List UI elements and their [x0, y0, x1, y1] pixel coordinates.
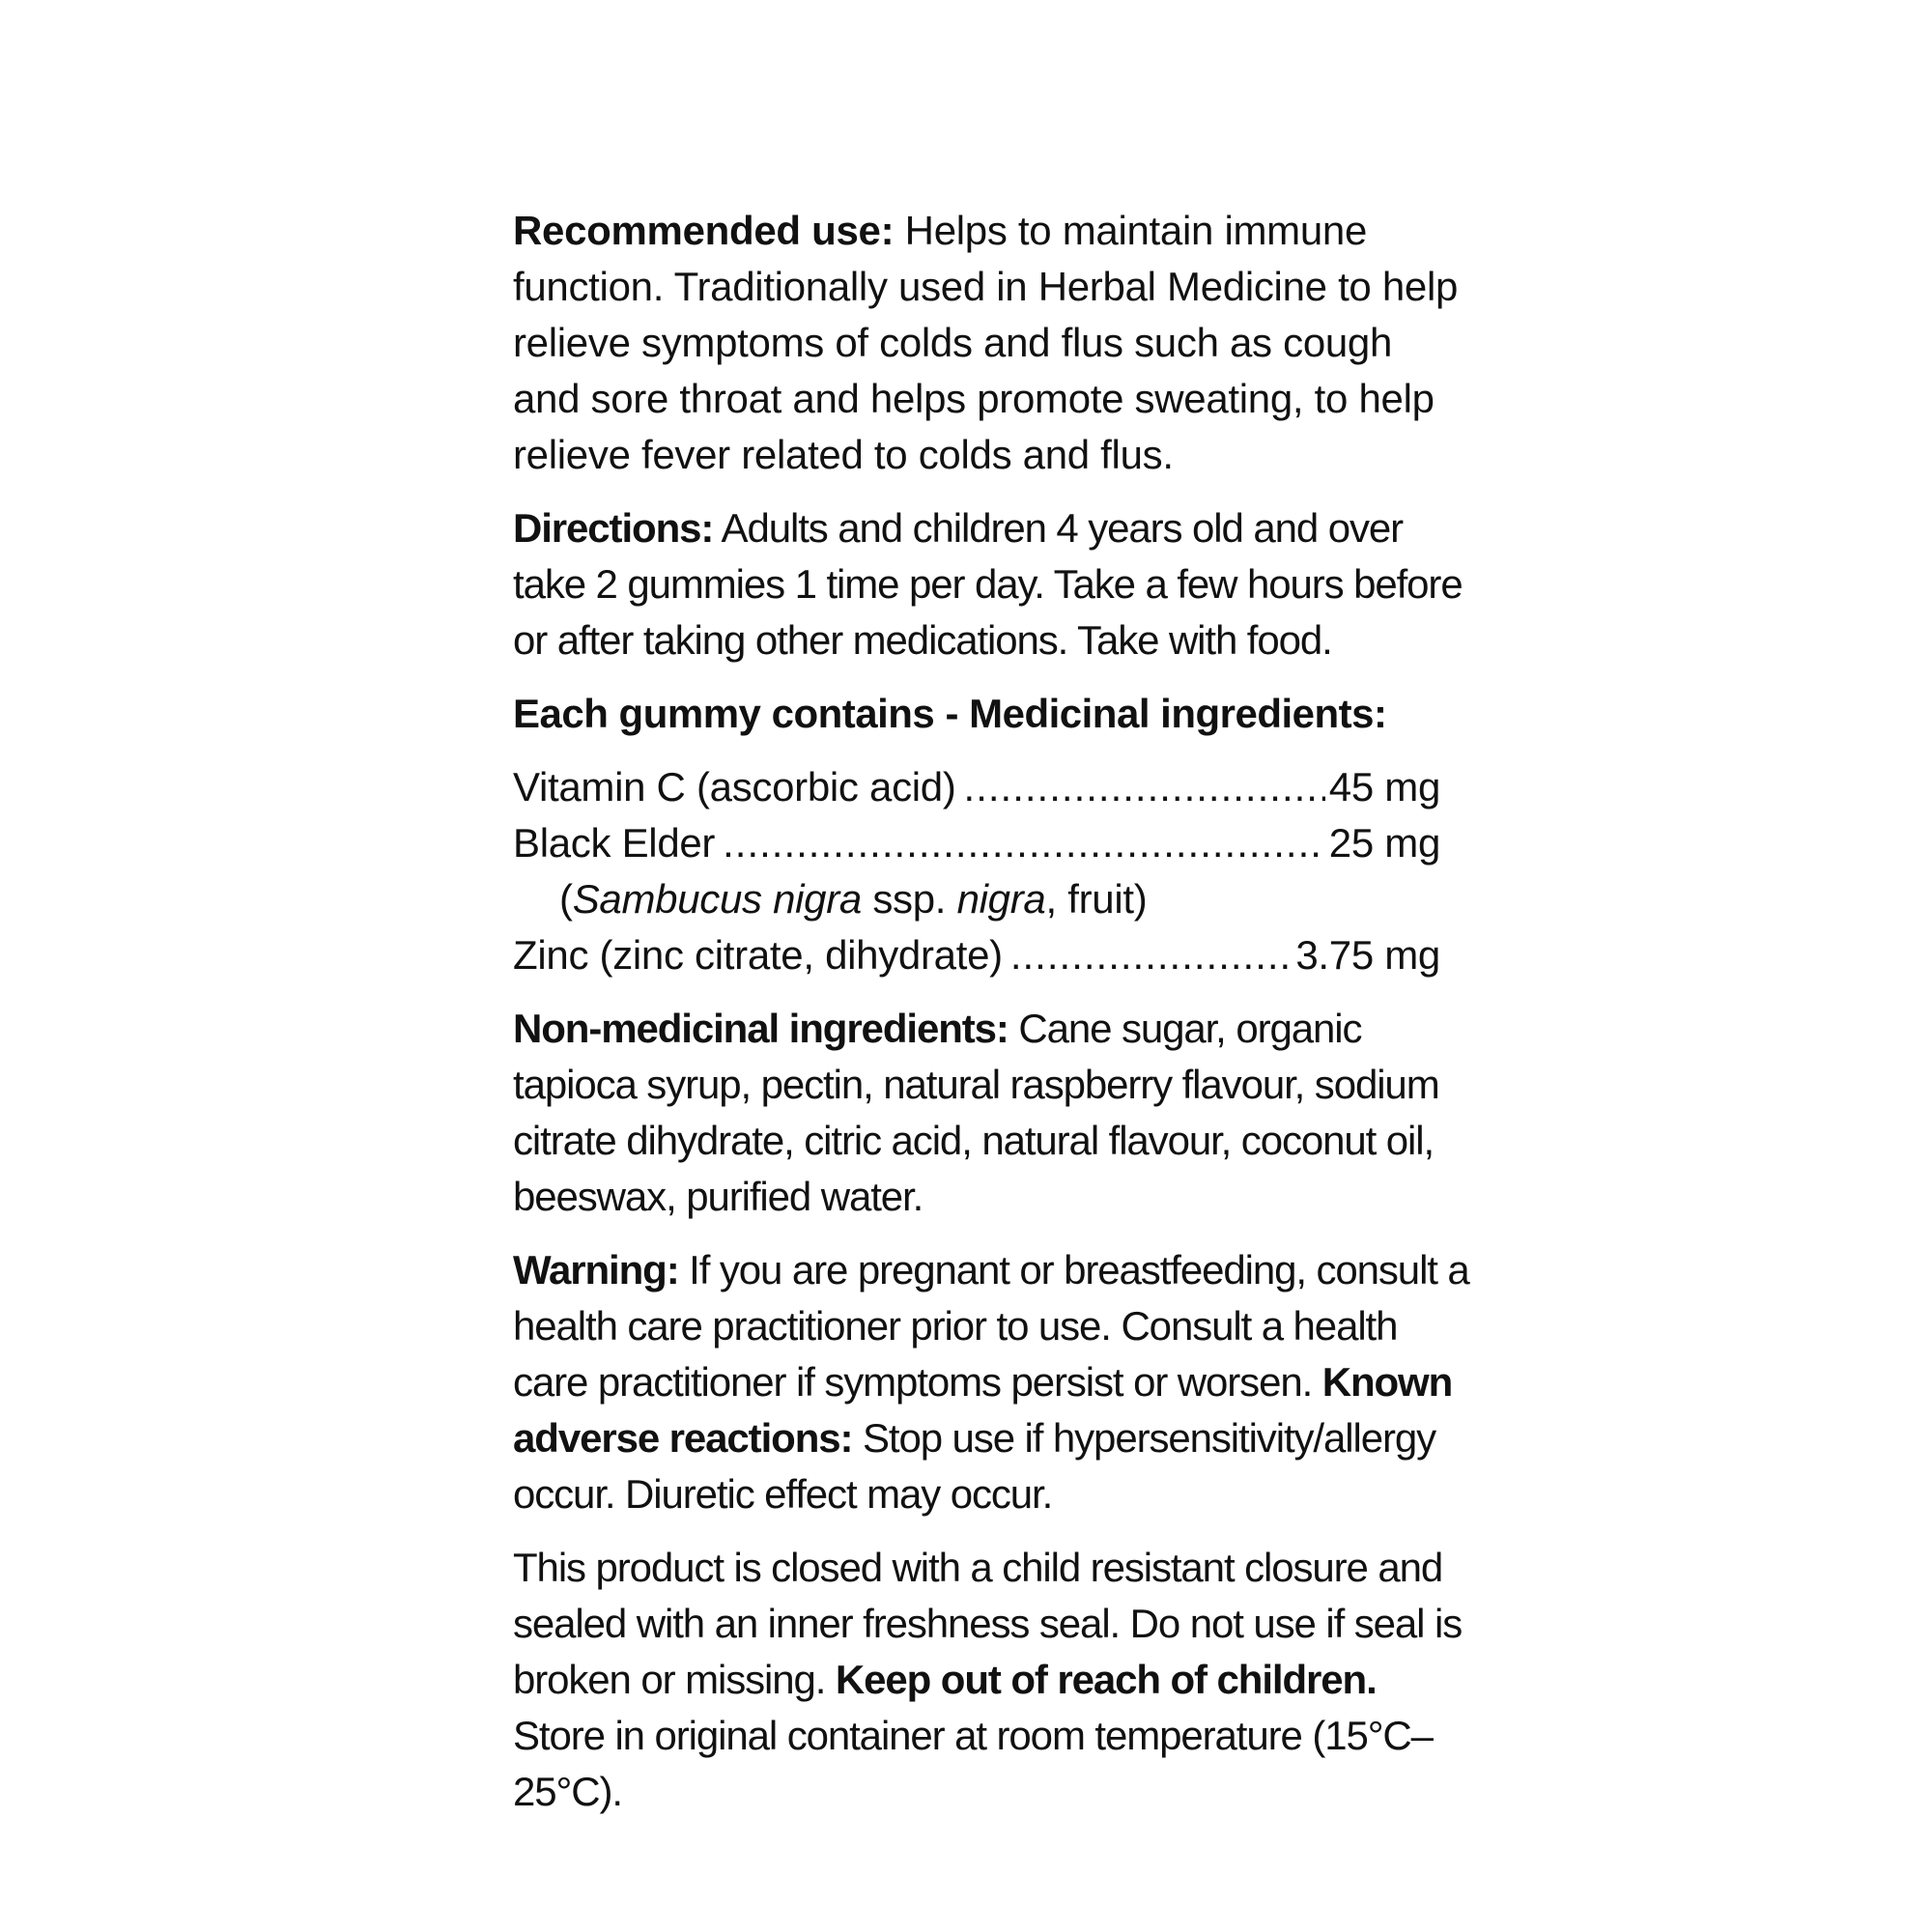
source-subspecies: nigra [956, 876, 1046, 922]
adverse-reactions-label: Known adverse reactions: [513, 1359, 1453, 1461]
dot-leader [964, 759, 1325, 815]
directions-section [513, 500, 1469, 668]
warning-text: If you are pregnant or breastfeeding, consult a health care practitioner prior to use. Consult a health care practitioner if symptoms persist or worsen. [513, 1247, 1469, 1405]
storage-text: Store in original container at room temperature (15°C–25°C). [513, 1713, 1433, 1814]
warning-label: Warning: [513, 1247, 679, 1293]
ingredient-row-vitamin-c [513, 759, 1440, 815]
ingredient-name: Vitamin C (ascorbic acid) [513, 764, 956, 810]
ingredient-name: Zinc (zinc citrate, dihydrate) [513, 932, 1003, 978]
warning-section [513, 1242, 1469, 1522]
source-species: Sambucus nigra [572, 876, 862, 922]
ingredient-amount: 45 mg [1328, 764, 1440, 810]
directions-label: Directions: [513, 505, 714, 551]
dot-leader [723, 815, 1325, 871]
closure-text: This product is closed with a child resistant closure and sealed with an inner freshness seal. Do not use if seal is broken or missing. [513, 1545, 1463, 1702]
medicinal-ingredients-heading: Each gummy contains - Medicinal ingredients: [513, 691, 1387, 736]
recommended-use-text: Helps to maintain immune function. Traditionally used in Herbal Medicine to help relieve symptoms of colds and flus such as cough and sore throat and helps promote sweating, to help relieve fever related to colds and flus. [513, 208, 1459, 477]
medicinal-ingredients-list [513, 759, 1469, 983]
source-ssp: ssp. [861, 876, 957, 922]
ingredient-row-black-elder [513, 815, 1440, 871]
non-medicinal-label: Non-medicinal ingredients: [513, 1006, 1009, 1051]
source-part: , fruit) [1045, 876, 1148, 922]
recommended-use-section [513, 203, 1469, 483]
ingredient-amount: 25 mg [1328, 820, 1440, 866]
non-medicinal-section [513, 1001, 1469, 1225]
source-open: ( [559, 876, 573, 922]
ingredient-row-zinc [513, 927, 1440, 983]
dot-leader [1010, 927, 1292, 983]
product-label-panel [513, 203, 1469, 1837]
ingredient-name: Black Elder [513, 820, 716, 866]
black-elder-source [513, 871, 1469, 927]
recommended-use-label: Recommended use: [513, 208, 895, 253]
ingredient-amount: 3.75 mg [1295, 932, 1440, 978]
directions-text: Adults and children 4 years old and over take 2 gummies 1 time per day. Take a few hours before or after taking other medications. Take with food. [513, 505, 1463, 663]
closure-section [513, 1540, 1469, 1820]
adverse-reactions-text: Stop use if hypersensitivity/allergy occur. Diuretic effect may occur. [513, 1415, 1436, 1517]
non-medicinal-text: Cane sugar, organic tapioca syrup, pectin, natural raspberry flavour, sodium citrate dihydrate, citric acid, natural flavour, coconut oil, beeswax, purified water. [513, 1006, 1439, 1219]
keep-out-of-reach: Keep out of reach of children. [835, 1657, 1377, 1702]
